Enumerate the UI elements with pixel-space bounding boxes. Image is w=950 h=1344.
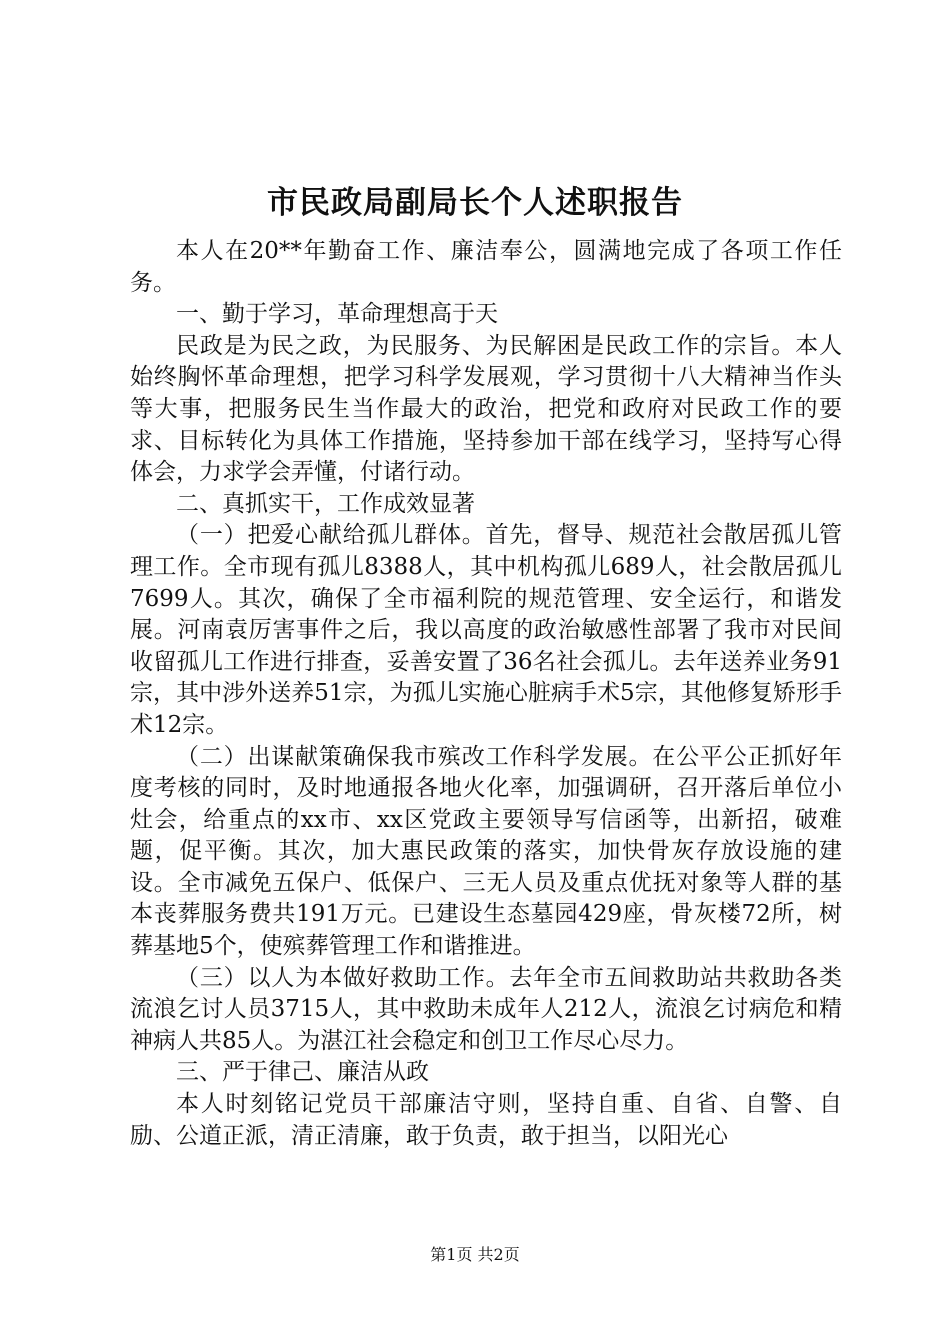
paragraph-funeral-reform: （二）出谋献策确保我市殡改工作科学发展。在公平公正抓好年度考核的同时，及时地通报各地火化率，加强调研，召开落后单位小灶会，给重点的xx市、xx区党政主要领导写信函等，出新招，破难题，促平衡。其次，加大惠民政策的落实，加快骨灰存放设施的建设。全市减免五保户、低保户、三无人员及重点优抚对象等人群的基本丧葬服务费共191万元。已建设生态墓园429座，骨灰楼72所，树葬基地5个，使殡葬管理工作和谐推进。 (130, 743, 842, 960)
paragraph-section-1: 民政是为民之政，为民服务、为民解困是民政工作的宗旨。本人始终胸怀革命理想，把学习科学发展观，学习贯彻十八大精神当作头等大事，把服务民生当作最大的政治，把党和政府对民政工作的要求、目标转化为具体工作措施，坚持参加干部在线学习，坚持写心得体会，力求学会弄懂，付诸行动。 (130, 332, 842, 486)
document-title: 市民政局副局长个人述职报告 (267, 185, 683, 221)
paragraph-relief: （三）以人为本做好救助工作。去年全市五间救助站共救助各类流浪乞讨人员3715人，其中救助未成年人212人，流浪乞讨病危和精神病人共85人。为湛江社会稳定和创卫工作尽心尽力。 (130, 964, 842, 1054)
paragraph-intro: 本人在20**年勤奋工作、廉洁奉公，圆满地完成了各项工作任务。 (130, 238, 842, 296)
paragraph-section-3: 本人时刻铭记党员干部廉洁守则，坚持自重、自省、自警、自励、公道正派，清正清廉，敢于负责，敢于担当，以阳光心 (130, 1091, 842, 1149)
paragraph-orphans: （一）把爱心献给孤儿群体。首先，督导、规范社会散居孤儿管理工作。全市现有孤儿8388人，其中机构孤儿689人，社会散居孤儿7699人。其次，确保了全市福利院的规范管理、安全运行，和谐发展。河南袁厉害事件之后，我以高度的政治敏感性部署了我市对民间收留孤儿工作进行排查，妥善安置了36名社会孤儿。去年送养业务91宗，其中涉外送养51宗，为孤儿实施心脏病手术5宗，其他修复矫形手术12宗。 (130, 522, 842, 738)
document-body (130, 236, 842, 1152)
heading-section-1: 一、勤于学习，革命理想高于天 (176, 301, 498, 328)
heading-section-2: 二、真抓实干，工作成效显著 (176, 490, 475, 517)
page-number-footer: 第1页 共2页 (430, 1245, 520, 1264)
heading-section-3: 三、严于律己、廉洁从政 (176, 1059, 429, 1086)
